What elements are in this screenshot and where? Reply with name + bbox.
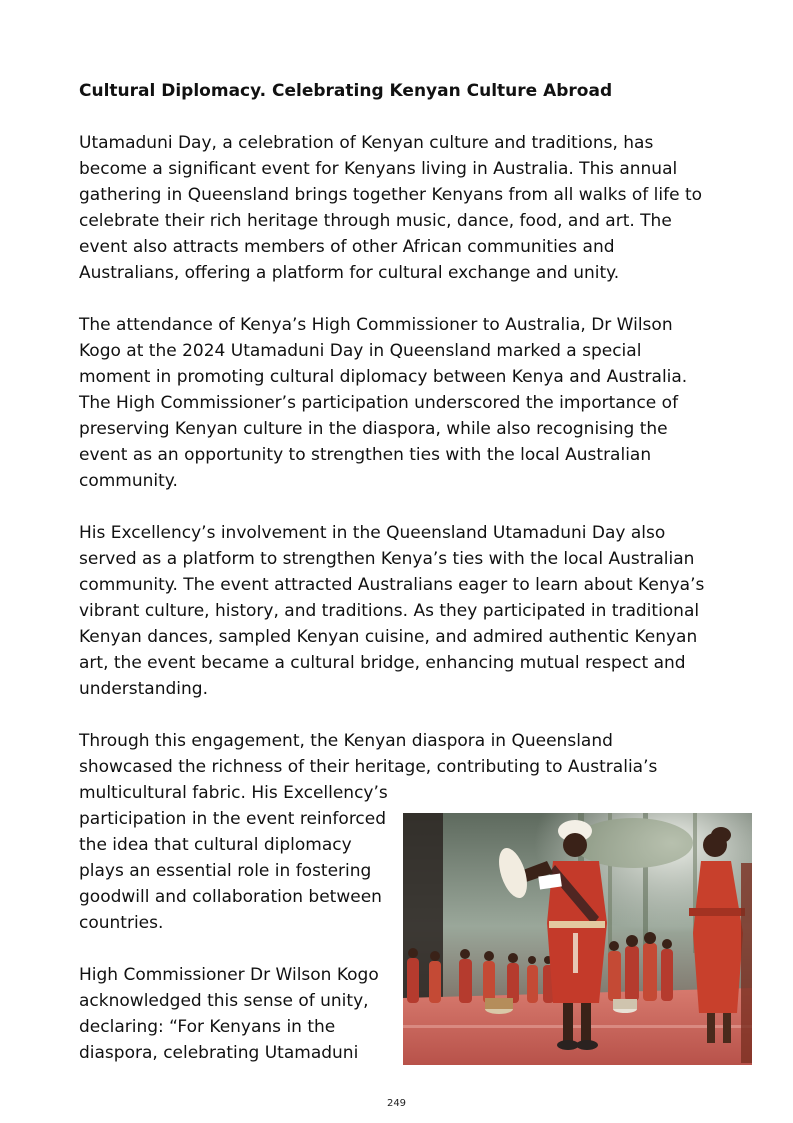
- paragraph-line: preserving Kenyan culture in the diaspora, while also recognising the: [79, 419, 668, 439]
- paragraph-line: moment in promoting cultural diplomacy between Kenya and Australia.: [79, 367, 688, 387]
- paragraph-line: Kogo at the 2024 Utamaduni Day in Queensland marked a special: [79, 341, 642, 361]
- paragraph-line: participation in the event reinforced: [79, 809, 387, 829]
- paragraph-line: event also attracts members of other African communities and: [79, 237, 615, 257]
- paragraph-line: vibrant culture, history, and traditions. As they participated in traditional: [79, 601, 700, 621]
- paragraph-attendance: [79, 312, 687, 494]
- paragraph-line: The High Commissioner’s participation underscored the importance of: [79, 393, 679, 413]
- paragraph-line: The attendance of Kenya’s High Commissioner to Australia, Dr Wilson: [79, 315, 673, 335]
- paragraph-line: Australians, offering a platform for cultural exchange and unity.: [79, 263, 620, 283]
- paragraph-line: celebrate their rich heritage through music, dance, food, and art. The: [79, 211, 672, 231]
- paragraph-line: community. The event attracted Australians eager to learn about Kenya’s: [79, 575, 705, 595]
- paragraph-involvement: [79, 520, 704, 702]
- paragraph-line: countries.: [79, 913, 164, 933]
- page-number: 249: [386, 1098, 407, 1109]
- paragraph-line: Utamaduni Day, a celebration of Kenyan culture and traditions, has: [79, 133, 654, 153]
- paragraph-line: event as an opportunity to strengthen ties with the local Australian: [79, 445, 652, 465]
- paragraph-line: acknowledged this sense of unity,: [79, 991, 369, 1011]
- paragraph-line: showcased the richness of their heritage, contributing to Australia’s: [79, 757, 658, 777]
- event-photo: [403, 813, 752, 1065]
- paragraph-line: art, the event became a cultural bridge, enhancing mutual respect and: [79, 653, 686, 673]
- paragraph-line: become a significant event for Kenyans living in Australia. This annual: [79, 159, 678, 179]
- paragraph-line: community.: [79, 471, 178, 491]
- paragraph-line: gathering in Queensland brings together Kenyans from all walks of life to: [79, 185, 703, 205]
- paragraph-line: His Excellency’s involvement in the Queensland Utamaduni Day also: [79, 523, 666, 543]
- paragraph-quote: [79, 962, 379, 1066]
- paragraph-line: High Commissioner Dr Wilson Kogo: [79, 965, 379, 985]
- paragraph-line: diaspora, celebrating Utamaduni: [79, 1043, 359, 1063]
- paragraph-line: the idea that cultural diplomacy: [79, 835, 352, 855]
- page-title: Cultural Diplomacy. Celebrating Kenyan Culture Abroad: [79, 81, 613, 101]
- paragraph-line: Kenyan dances, sampled Kenyan cuisine, and admired authentic Kenyan: [79, 627, 698, 647]
- paragraph-line: plays an essential role in fostering: [79, 861, 372, 881]
- paragraph-line: multicultural fabric. His Excellency’s: [79, 783, 388, 803]
- paragraph-line: served as a platform to strengthen Kenya’s ties with the local Australian: [79, 549, 695, 569]
- paragraph-line: goodwill and collaboration between: [79, 887, 382, 907]
- floor-reflection: [403, 1025, 752, 1028]
- paragraph-line: understanding.: [79, 679, 208, 699]
- paragraph-line: Through this engagement, the Kenyan diaspora in Queensland: [79, 731, 613, 751]
- paragraph-intro: [79, 130, 702, 286]
- paragraph-line: declaring: “For Kenyans in the: [79, 1017, 336, 1037]
